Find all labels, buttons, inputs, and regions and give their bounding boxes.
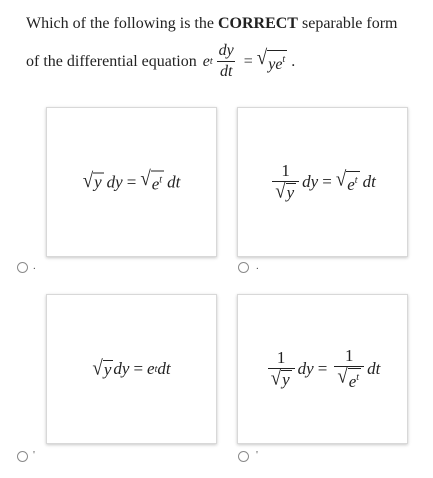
question-line-2: [26, 42, 426, 81]
question-text: [26, 14, 426, 81]
option-d-radio[interactable]: [238, 451, 249, 462]
sqrt-symbol: √ $ye^t$: [256, 46, 286, 73]
option-d-equation: 1 √ y dy = 1 √ $e^t$ dt: [238, 347, 407, 391]
option-card-c[interactable]: [46, 294, 217, 444]
dy-dt-fraction: $\frac{dy}{dt}$: [218, 42, 234, 80]
option-b-radio[interactable]: [238, 262, 249, 273]
question-lead-in: of the differential equation: [26, 52, 197, 70]
option-a-equation: √ y dy = √ $e^t$ dt: [82, 167, 181, 194]
option-card-d[interactable]: [237, 294, 408, 444]
option-b-equation: 1 √ y dy = √ $e^t$ dt: [238, 162, 407, 202]
option-c-radio[interactable]: [17, 451, 28, 462]
emphasis-correct: CORRECT: [217, 15, 298, 32]
question-equation: e t $\frac{dy}{dt}$ = √ $ye^t$ .: [202, 42, 296, 80]
option-c-equation: √ y dy = e t dt: [92, 356, 171, 380]
option-a-radio[interactable]: [17, 262, 28, 273]
option-card-b[interactable]: [237, 107, 408, 257]
option-card-a[interactable]: [46, 107, 217, 257]
question-line-1: Which of the following is the CORRECT separable form: [26, 15, 398, 32]
